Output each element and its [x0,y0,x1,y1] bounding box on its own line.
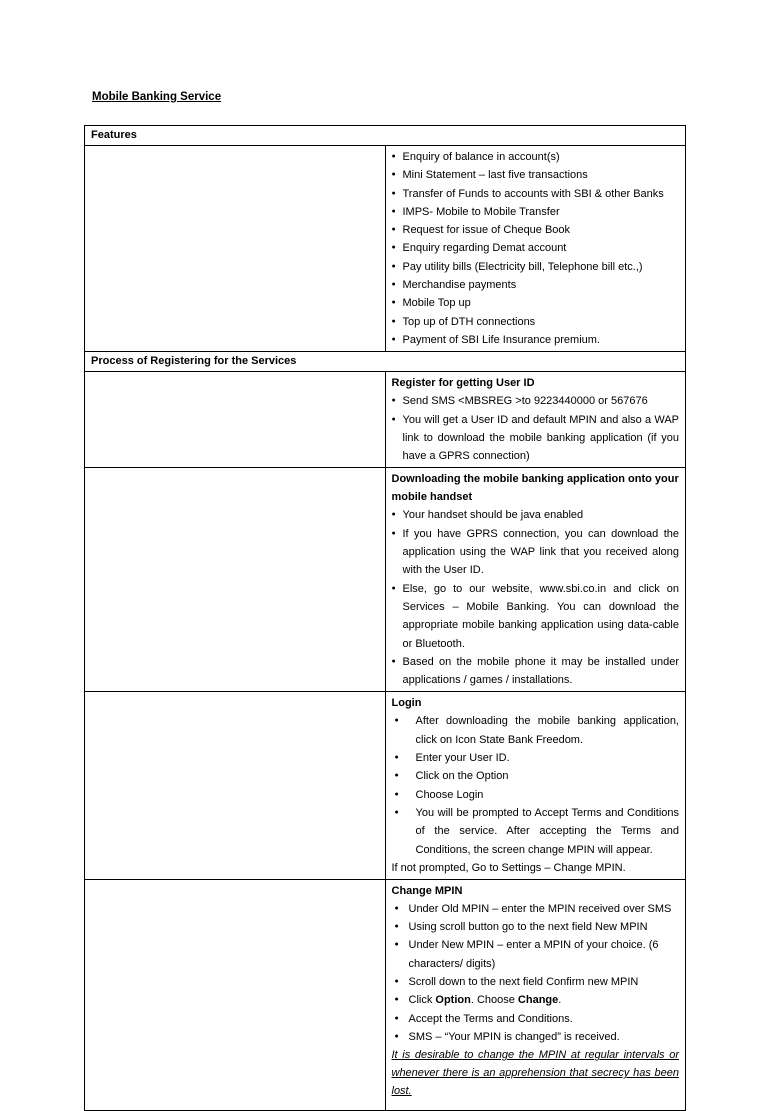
list-item-text: ● After downloading the mobile banking application, click on Icon State Bank Freedom. [415,715,679,746]
list-item-text: ● Send SMS <MBSREG >to 9223440000 or 567676 [402,395,648,408]
process-header: Process of Registering for the Services [85,352,686,372]
login-cell [385,692,686,879]
list-item: ● Under New MPIN – enter a MPIN of your choice. (6 characters/ digits) [392,936,680,973]
page-title: Mobile Banking Service [92,91,222,103]
change-mpin-row [85,879,686,1110]
change-mpin-cell [385,879,686,1110]
list-item-text: ● Your handset should be java enabled [402,509,584,522]
download-cell [385,468,686,692]
features-row [85,146,686,352]
list-item: ● Pay utility bills (Electricity bill, Telephone bill etc.,) [392,258,680,276]
download-list [392,506,680,689]
blank-cell [85,692,386,879]
list-item: ● IMPS- Mobile to Mobile Transfer [392,203,680,221]
list-item: ● SMS – “Your MPIN is changed” is received. [392,1028,680,1046]
click-suffix: . [558,994,562,1007]
features-list [392,148,680,349]
list-item: ● Mobile Top up [392,294,680,312]
list-item: ● Request for issue of Cheque Book [392,221,680,239]
register-cell [385,372,686,468]
list-item: ● Using scroll button go to the next field New MPIN [392,918,680,936]
mpin-note: It is desirable to change the MPIN at regular intervals or whenever there is an apprehension that secrecy has been lost. [391,1049,679,1098]
list-item [392,749,680,767]
list-item [392,411,680,466]
register-list [392,392,680,465]
login-list [392,712,680,858]
features-cell [385,146,686,352]
change-mpin-title: Change MPIN [391,884,463,897]
list-item-text: ● Based on the mobile phone it may be installed under applications / games / installations. [402,655,679,687]
blank-cell [85,879,386,1110]
list-item-text: ● Choose Login [415,788,484,801]
features-header: Features [85,126,686,146]
register-title: Register for getting User ID [391,377,535,390]
list-item [392,786,680,804]
click-change: Change [517,994,559,1007]
register-row [85,372,686,468]
download-title: Downloading the mobile banking application onto your mobile handset [391,473,679,504]
login-title: Login [391,697,422,710]
list-item: ● Payment of SBI Life Insurance premium. [392,331,680,349]
change-mpin-list [392,900,680,1046]
list-item [392,991,680,1009]
list-item: ● Under Old MPIN – enter the MPIN received over SMS [392,900,680,918]
list-item [392,392,680,410]
list-item: ● Enquiry regarding Demat account [392,239,680,257]
list-item: ● Enquiry of balance in account(s) [392,148,680,166]
features-header-row [85,126,686,146]
list-item [392,506,680,524]
list-item: ● Merchandise payments [392,276,680,294]
list-item: ● Transfer of Funds to accounts with SBI & other Banks [392,185,680,203]
list-item [392,767,680,785]
service-table [84,125,686,1111]
list-item: ● Top up of DTH connections [392,313,680,331]
list-item-text: ● Else, go to our website, www.sbi.co.in and click on Services – Mobile Banking. You can download the appropriate mobile banking application using data-cable or Bluetooth. [402,582,679,650]
list-item-text: ● If you have GPRS connection, you can download the application using the WAP link that you received along with the User ID. [402,527,679,577]
blank-cell [85,468,386,692]
list-item: ● Accept the Terms and Conditions. [392,1010,680,1028]
list-item [392,525,680,580]
process-header-row [85,352,686,372]
download-row [85,468,686,692]
list-item-text: ● You will get a User ID and default MPIN and also a WAP link to download the mobile banking application (if you have a GPRS connection) [402,413,679,463]
login-footer: If not prompted, Go to Settings – Change MPIN. [391,861,626,874]
list-item [392,804,680,859]
login-row [85,692,686,879]
list-item [392,712,680,749]
click-option: Option [435,994,471,1007]
list-item [392,580,680,653]
list-item: ● Scroll down to the next field Confirm new MPIN [392,973,680,991]
list-item [392,653,680,690]
click-mid: . Choose [470,994,518,1007]
list-item-text: ● You will be prompted to Accept Terms and Conditions of the service. After accepting the Terms and Conditions, the screen change MPIN will appear. [415,806,679,856]
blank-cell [85,372,386,468]
blank-cell [85,146,386,352]
list-item-text: ● Click on the Option [415,770,509,783]
list-item: ● Mini Statement – last five transactions [392,166,680,184]
click-prefix: Click [408,994,436,1007]
list-item-text: ● Enter your User ID. [415,752,510,765]
